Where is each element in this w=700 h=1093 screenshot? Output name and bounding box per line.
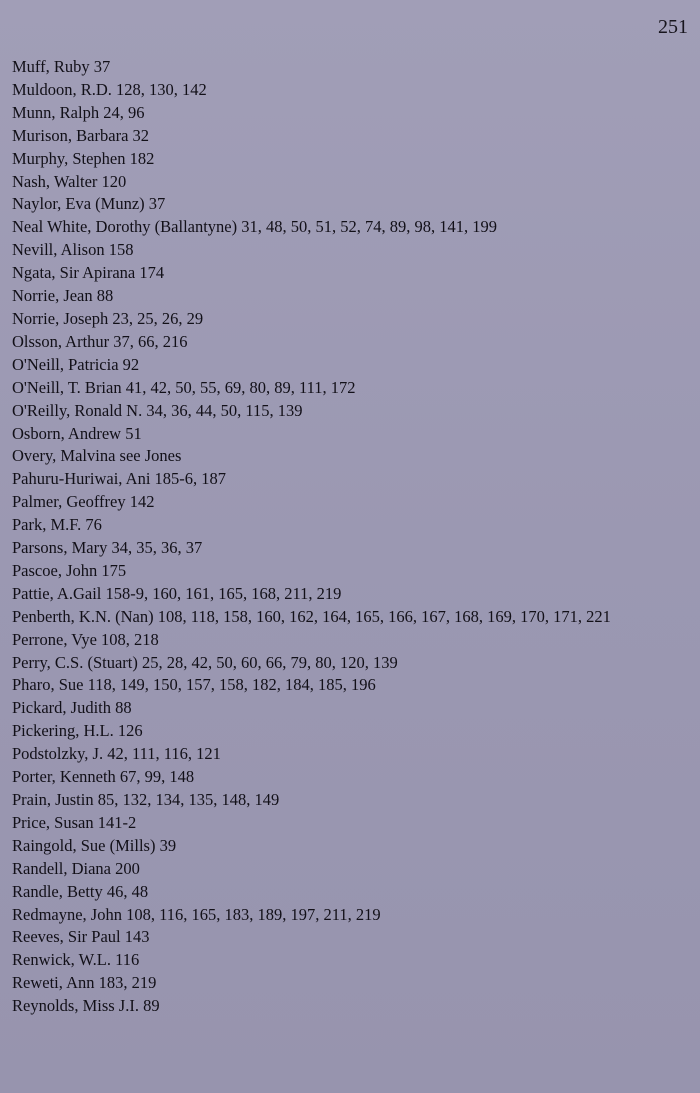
index-entry: Pharo, Sue 118, 149, 150, 157, 158, 182, 184, 185, 196 xyxy=(12,675,376,695)
index-entry: Park, M.F. 76 xyxy=(12,515,102,535)
index-entry: Renwick, W.L. 116 xyxy=(12,950,140,970)
index-entry: Munn, Ralph 24, 96 xyxy=(12,102,145,122)
index-entry: O'Neill, Patricia 92 xyxy=(12,354,140,374)
index-entry: Ngata, Sir Apirana 174 xyxy=(12,263,165,283)
index-entry: Porter, Kenneth 67, 99, 148 xyxy=(12,767,195,787)
index-entry: Pahuru-Huriwai, Ani 185-6, 187 xyxy=(12,469,227,489)
index-entry: Neal White, Dorothy (Ballantyne) 31, 48, 50, 51, 52, 74, 89, 98, 141, 199 xyxy=(12,217,498,237)
index-entry: Norrie, Jean 88 xyxy=(12,286,114,306)
index-entry: Nevill, Alison 158 xyxy=(12,240,134,260)
index-entry: Perry, C.S. (Stuart) 25, 28, 42, 50, 60, 66, 79, 80, 120, 139 xyxy=(12,652,398,672)
page-number: 251 xyxy=(658,16,688,38)
index-entry: Pickard, Judith 88 xyxy=(12,698,132,718)
index-entry: Penberth, K.N. (Nan) 108, 118, 158, 160, 162, 164, 165, 166, 167, 168, 169, 170, 171, 221 xyxy=(12,606,611,626)
index-entry: Perrone, Vye 108, 218 xyxy=(12,629,159,649)
index-list xyxy=(12,56,682,1018)
index-entry: Prain, Justin 85, 132, 134, 135, 148, 149 xyxy=(12,790,280,809)
index-entry: O'Neill, T. Brian 41, 42, 50, 55, 69, 80, 89, 111, 172 xyxy=(12,377,356,397)
index-entry: Randell, Diana 200 xyxy=(12,858,140,878)
index-entry: Pascoe, John 175 xyxy=(12,560,127,580)
index-entry: Podstolzky, J. 42, 111, 116, 121 xyxy=(12,744,221,764)
index-entry: O'Reilly, Ronald N. 34, 36, 44, 50, 115, 139 xyxy=(12,400,303,420)
index-entry: Randle, Betty 46, 48 xyxy=(12,881,149,901)
index-entry: Redmayne, John 108, 116, 165, 183, 189, 197, 211, 219 xyxy=(12,904,381,924)
index-entry: Pickering, H.L. 126 xyxy=(12,721,143,741)
index-entry: Muff, Ruby 37 xyxy=(12,57,111,76)
index-entry: Olsson, Arthur 37, 66, 216 xyxy=(12,331,188,351)
index-entry: Reeves, Sir Paul 143 xyxy=(12,927,150,947)
index-entry: Reweti, Ann 183, 219 xyxy=(12,973,157,993)
index-entry: Osborn, Andrew 51 xyxy=(12,423,142,443)
index-entry: Muldoon, R.D. 128, 130, 142 xyxy=(12,79,207,99)
index-entry: Pattie, A.Gail 158-9, 160, 161, 165, 168, 211, 219 xyxy=(12,583,342,603)
index-entry: Murphy, Stephen 182 xyxy=(12,148,155,168)
index-entry: Palmer, Geoffrey 142 xyxy=(12,492,155,512)
index-entry: Nash, Walter 120 xyxy=(12,171,127,191)
index-entry: Price, Susan 141-2 xyxy=(12,812,137,832)
index-entry: Murison, Barbara 32 xyxy=(12,125,150,145)
index-entry: Norrie, Joseph 23, 25, 26, 29 xyxy=(12,308,204,328)
index-entry: Overy, Malvina see Jones xyxy=(12,446,182,466)
index-entry: Parsons, Mary 34, 35, 36, 37 xyxy=(12,538,203,558)
index-entry: Reynolds, Miss J.I. 89 xyxy=(12,996,160,1016)
index-entry: Raingold, Sue (Mills) 39 xyxy=(12,835,177,855)
index-entry: Naylor, Eva (Munz) 37 xyxy=(12,194,166,214)
